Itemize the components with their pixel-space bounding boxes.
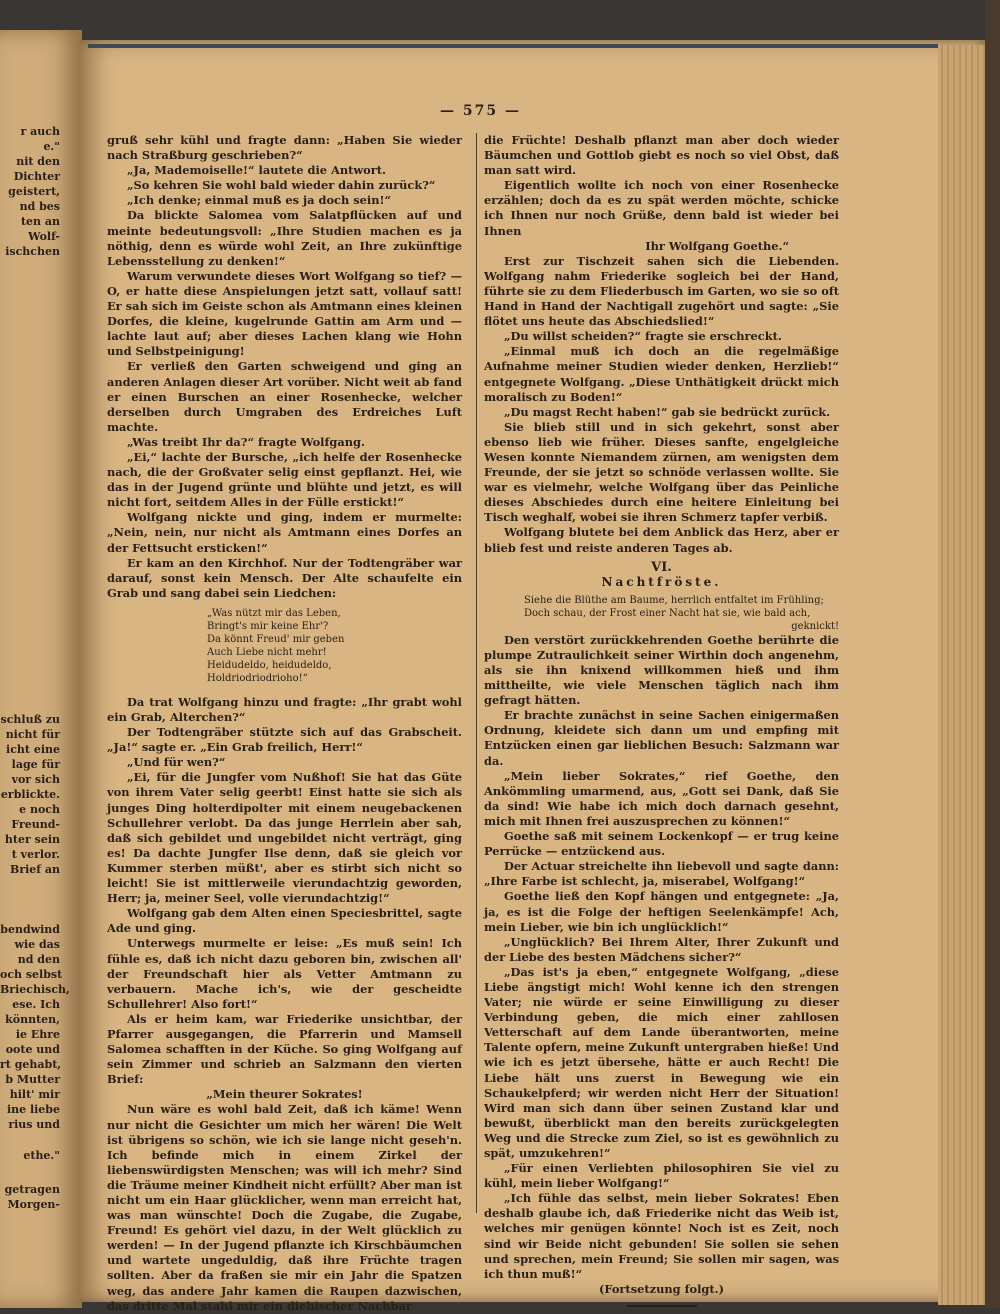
- paragraph: Wolfgang nickte und ging, indem er murmelte: „Nein, nein, nur nicht als Amtmann eines Dorfes an der Fettsucht ersticken!“: [107, 510, 462, 555]
- left-fragment-line: nd bes: [19, 200, 60, 213]
- letter-salutation: „Mein theurer Sokrates!: [206, 1087, 363, 1102]
- paragraph: Da blickte Salomea vom Salatpflücken auf und meinte bedeutungsvoll: „Ihre Studien machen es ja nöthig, denn es würde wohl Zeit, an Ihre zukünftige Lebensstellung zu denken!“: [107, 208, 462, 268]
- left-fragment-line: hter sein: [4, 833, 60, 846]
- top-border: [88, 44, 938, 48]
- chapter-motto: [484, 594, 839, 633]
- left-fragment-line: getragen: [4, 1183, 60, 1196]
- verse-line: Auch Liebe nicht mehr!: [207, 646, 327, 658]
- paragraph: Der Actuar streichelte ihn liebevoll und sagte dann: „Ihre Farbe ist schlecht, ja, miserabel, Wolfgang!“: [484, 859, 839, 889]
- left-fragment-line: Wolf-: [28, 230, 60, 243]
- paragraph: „Ich denke; einmal muß es ja doch sein!“: [127, 193, 392, 208]
- left-fragment-line: oote und: [5, 1043, 60, 1056]
- left-fragment-line: ie Ehre: [15, 1028, 60, 1041]
- left-fragment-line: ten an: [20, 215, 60, 228]
- left-fragment-line: geistert,: [8, 185, 60, 198]
- left-fragment-line: könnten,: [5, 1013, 60, 1026]
- left-fragment-line: rt gehabt,: [0, 1058, 62, 1071]
- paragraph: „So kehren Sie wohl bald wieder dahin zurück?“: [127, 178, 436, 193]
- left-fragments-2: [0, 712, 60, 877]
- left-fragment-line: e noch: [19, 803, 60, 816]
- chapter-number: VI.: [651, 559, 672, 575]
- motto-line: Doch schau, der Frost einer Nacht hat sie, wie bald ach,: [524, 607, 811, 619]
- paragraph: „Unglücklich? Bei Ihrem Alter, Ihrer Zukunft und der Liebe des besten Mädchens sicher?“: [484, 934, 839, 964]
- verse-line: „Was nützt mir das Leben,: [207, 607, 341, 619]
- left-fragments-1: [0, 124, 60, 259]
- left-fragment-line: r auch: [20, 125, 60, 138]
- left-fragment-line: ine liebe: [6, 1103, 60, 1116]
- paragraph: gruß sehr kühl und fragte dann: „Haben Sie wieder nach Straßburg geschrieben?“: [107, 133, 462, 163]
- left-fragment-line: Briechisch,: [0, 983, 70, 996]
- left-fragment-line: Freund-: [11, 818, 60, 831]
- paragraph: Warum verwundete dieses Wort Wolfgang so tief? — O, er hatte diese Anspielungen jetzt satt, vollauf satt! Er sah sich im Geiste schon als Amtmann eines kleinen Dorfes, die kleine, kugelrunde Gattin am Arm und — lachte laut auf; aber dieses Lachen klang wie Hohn und Selbstpeinigung!: [107, 268, 462, 359]
- left-fragment-line: rius und: [8, 1118, 60, 1131]
- left-fragment-line: erblickte.: [0, 788, 60, 801]
- paragraph: die Früchte! Deshalb pflanzt man aber doch wieder Bäumchen und Gottlob giebt es noch so viel Obst, daß man satt wird.: [484, 133, 839, 178]
- motto-line: Siehe die Blüthe am Baume, herrlich entfaltet im Frühling;: [524, 594, 824, 606]
- verse-line: Holdriodriodrioho!“: [207, 672, 308, 684]
- book-cover: [985, 0, 1000, 1308]
- paragraph: „Ja, Mademoiselle!“ lautete die Antwort.: [127, 163, 386, 178]
- left-fragment-line: t verlor.: [11, 848, 60, 861]
- paragraph: Goethe saß mit seinem Lockenkopf — er trug keine Perrücke — entzückend aus.: [484, 829, 839, 859]
- left-fragment-line: nit den: [16, 155, 60, 168]
- paragraph: „Was treibt Ihr da?“ fragte Wolfgang.: [127, 434, 365, 449]
- paragraph: Erst zur Tischzeit sahen sich die Liebenden. Wolfgang nahm Friederike sogleich bei der Hand, führte sie zu dem Fliederbusch im Garten, wo sie so oft Hand in Hand der Nachtigall zugehört und sagte: „Sie flötet uns heute das Abschiedslied!“: [484, 253, 839, 329]
- chapter-title: Nachtfröste.: [601, 574, 722, 589]
- paragraph: Der Todtengräber stützte sich auf das Grabscheit. „Ja!“ sagte er. „Ein Grab freilich, Herr!“: [107, 725, 462, 755]
- motto-line: geknickt!: [791, 620, 839, 632]
- verse-line: Da könnt Freud' mir geben: [207, 633, 345, 645]
- page-edges: [938, 45, 988, 1305]
- song-verse: [207, 607, 462, 685]
- left-fragment-line: lage für: [11, 758, 60, 771]
- left-fragment-line: nicht für: [5, 728, 60, 741]
- paragraph: „Einmal muß ich doch an die regelmäßige Aufnahme meiner Studien wieder denken, Herzlieb!“ entgegnete Wolfgang. „Diese Unthätigkeit drückt mich moralisch zu Boden!“: [484, 344, 839, 404]
- column-right: [484, 133, 839, 1307]
- left-fragment-line: bendwind: [0, 923, 60, 936]
- paragraph: „Und für wen?“: [127, 755, 226, 770]
- left-fragment-line: ischchen: [5, 245, 60, 258]
- left-fragments-4: [0, 1148, 60, 1163]
- paragraph: „Du magst Recht haben!“ gab sie bedrückt zurück.: [504, 404, 831, 419]
- verse-line: Bringt's mir keine Ehr'?: [207, 620, 329, 632]
- left-fragment-line: Brief an: [10, 863, 60, 876]
- letter-signature: Ihr Wolfgang Goethe.“: [645, 238, 789, 253]
- paragraph: Er kam an den Kirchhof. Nur der Todtengräber war darauf, sonst kein Mensch. Der Alte schaufelte ein Grab und sang dabei sein Liedchen:: [107, 555, 462, 600]
- paragraph: Eigentlich wollte ich noch von einer Rosenhecke erzählen; doch da es zu spät werden möchte, schicke ich Ihnen nur noch Grüße, denn bald ist wieder bei Ihnen: [484, 178, 839, 238]
- left-fragment-line: hilt' mir: [9, 1088, 60, 1101]
- paragraph: Unterwegs murmelte er leise: „Es muß sein! Ich fühle es, daß ich nicht dazu geboren bin, zwischen all' der Freundschaft hier als Vetter Amtmann zu verbauern. Mache ich's, wie der gescheidte Schullehrer! Also fort!“: [107, 936, 462, 1011]
- left-fragment-line: och selbst: [0, 968, 63, 981]
- left-fragment-line: ese. Ich: [12, 998, 60, 1011]
- paragraph: Er brachte zunächst in seine Sachen einigermaßen Ordnung, kleidete sich dann um und empfing mit Entzücken einen gar lieblichen Besuch: Salzmann war da.: [484, 708, 839, 768]
- paragraph: Den verstört zurückkehrenden Goethe berührte die plumpe Zutraulichkeit seiner Wirthin doch angenehm, als sie ihn knixend willkommen hieß und ihm mittheilte, wie viele Menschen täglich nach ihm gefragt hätten.: [484, 632, 839, 708]
- paragraph: Sie blieb still und in sich gekehrt, sonst aber ebenso lieb wie früher. Dieses sanfte, engelgleiche Wesen konnte Niemandem zürnen, am wenigsten dem Freunde, der sie jetzt so schnöde verlassen wollte. Sie war es vielmehr, welche Wolfgang über das Peinliche dieses Abschiedes durch eine heitere Einleitung bei Tisch weghalf, wobei sie ihren Schmerz tapfer verbiß.: [484, 419, 839, 525]
- paragraph: Wolfgang gab dem Alten einen Speciesbrittel, sagte Ade und ging.: [107, 906, 462, 936]
- paragraph: „Ei, für die Jungfer vom Nußhof! Sie hat das Güte von ihrem Vater selig geerbt! Einst hatte sie sich als junges Ding holterdipolter mit einem neugebackenen Schullehrer verlobt. Da das junge Herrlein aber sah, daß sich gebildet und ungebildet nicht verträgt, ging es! Da dachte Jungfer Ilse denn, daß sie gleich vor Kummer sterben müßt', aber es stirbt sich nicht so leicht! Sie ist mittlerweile vierundachtzig geworden, Herr; ja, meiner Seel, volle vierundachtzig!“: [107, 770, 462, 906]
- page-number: — 575 —: [440, 103, 521, 119]
- paragraph: „Für einen Verliebten philosophiren Sie viel zu kühl, mein lieber Wolfgang!“: [484, 1161, 839, 1191]
- left-fragment-line: ethe.": [23, 1149, 60, 1162]
- column-divider: [476, 133, 477, 1213]
- paragraph: „Ich fühle das selbst, mein lieber Sokrates! Eben deshalb glaube ich, daß Friederike nicht das Weib ist, welches mir genügen könnte! Noch ist es Zeit, noch sind wir Beide nicht gebunden! Sie sollen sie sehen und sprechen, mein Freund; Sie sollen mir sagen, was ich thun muß!“: [484, 1191, 839, 1281]
- left-fragment-line: wie das: [14, 938, 60, 951]
- left-fragment-line: schluß zu: [0, 713, 60, 726]
- left-fragment-line: Dichter: [13, 170, 60, 183]
- left-fragment-line: e.": [43, 140, 60, 153]
- verse-line: Heidudeldo, heidudeldo,: [207, 659, 332, 671]
- paragraph: „Ei,“ lachte der Bursche, „ich helfe der Rosenhecke nach, die der Großvater selig einst gepflanzt. Hei, wie das in der Jugend grünte und blühte und jetzt, es will nicht fort, seitdem Alles in der Fülle erstickt!“: [107, 449, 462, 510]
- left-fragment-line: icht eine: [6, 743, 60, 756]
- left-fragment-line: nd den: [17, 953, 60, 966]
- paragraph: Er verließ den Garten schweigend und ging an anderen Anlagen dieser Art vorüber. Nicht weit ab fand er einen Burschen an einer Rosenhecke, welcher derselben durch Umgraben des Erdreiches Luft machte.: [107, 359, 462, 434]
- paragraph: Nun wäre es wohl bald Zeit, daß ich käme! Wenn nur nicht die Gesichter um mich her wären! Die Welt ist übrigens so schön, wie ich sie lange nicht geseh'n. Ich befinde mich in einem Zirkel der liebenswürdigsten Menschen; was will ich mehr? Sind die Träume meiner Kindheit nicht erfüllt? Aber man ist nicht um ein Haar glücklicher, wenn man erreicht hat, was man wünschte! Doch die Zugabe, die Zugabe, Freund! Es gehört viel dazu, in der Welt glücklich zu werden! — In der Jugend pflanzte ich Kirschbäumchen und wartete ungeduldig, daß ihre Früchte tragen sollten. Aber da fraßen sie mir ein Jahr die Spatzen weg, das andere Jahr kamen die Raupen dazwischen, das dritte Mal stahl mir ein diebischer Nachbar: [107, 1102, 462, 1313]
- left-fragment-line: Morgen-: [7, 1198, 60, 1211]
- continuation-note: (Fortsetzung folgt.): [598, 1281, 724, 1296]
- paragraph: „Du willst scheiden?“ fragte sie erschreckt.: [504, 329, 782, 344]
- column-middle: [107, 133, 462, 1314]
- paragraph: „Das ist's ja eben,“ entgegnete Wolfgang, „diese Liebe ängstigt mich! Wohl kenne ich den strengen Vater; nie würde er seine Einwilligung zu dieser Verbindung geben, die mich einer zahllosen Vetterschaft auf dem Lande überantworten, meine Talente opfern, meine Zukunft untergraben hieße! Und wie ich es jetzt übersehe, hätte er auch Recht! Die Liebe hält uns zuerst in Bewegung wie ein Schaukelpferd; wir werden nicht Herr der Situation! Wird man sich dann über seinen Zustand klar und bewußt, überblickt man den bereits zurückgelegten Weg und die Strecke zum Ziel, so ist es gewöhnlich zu spät, umzukehren!“: [484, 964, 839, 1160]
- paragraph: „Mein lieber Sokrates,“ rief Goethe, den Ankömmling umarmend, aus, „Gott sei Dank, daß Sie da sind! Wie habe ich mich doch darnach gesehnt, mich mit Ihnen frei auszusprechen zu können!“: [484, 768, 839, 828]
- paragraph: Goethe ließ den Kopf hängen und entgegnete: „Ja, ja, es ist die Folge der heftigen Seelenkämpfe! Ach, mein Lieber, wie bin ich unglücklich!“: [484, 889, 839, 934]
- paragraph: Da trat Wolfgang hinzu und fragte: „Ihr grabt wohl ein Grab, Alterchen?“: [107, 694, 462, 724]
- left-fragments-5: [0, 1182, 60, 1212]
- left-fragment-line: b Mutter: [5, 1073, 60, 1086]
- paragraph: Wolfgang blutete bei dem Anblick das Herz, aber er blieb fest und reiste anderen Tages ab.: [484, 525, 839, 555]
- end-rule: [627, 1305, 697, 1307]
- paragraph: Als er heim kam, war Friederike unsichtbar, der Pfarrer ausgegangen, die Pfarrerin und Mamsell Salomea schafften in der Küche. So ging Wolfgang auf sein Zimmer und schrieb an Salzmann den vierten Brief:: [107, 1011, 462, 1087]
- left-fragment-line: vor sich: [11, 773, 60, 786]
- left-fragments-3: [0, 922, 70, 1132]
